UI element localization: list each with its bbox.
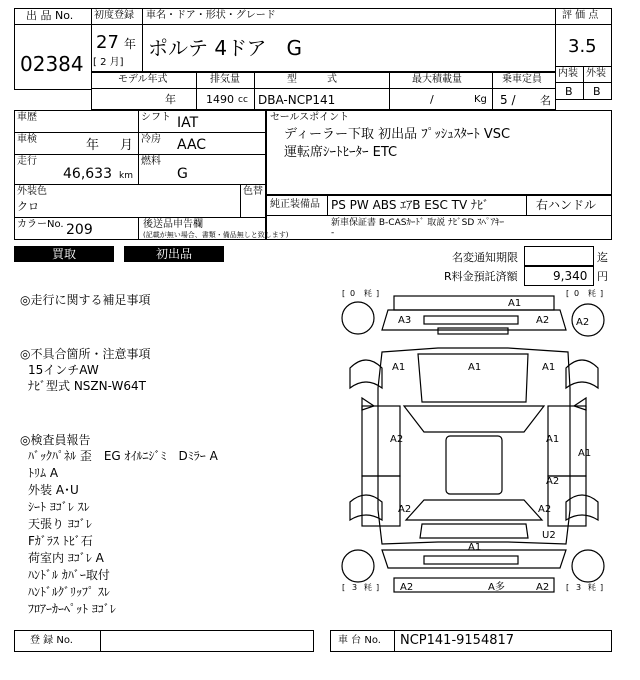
displacement-label: 排気量: [210, 74, 240, 85]
svg-text:]: ]: [600, 289, 604, 298]
inspector-item: ﾊﾝﾄﾞﾙ ｶﾊﾞｰ取付: [28, 568, 110, 582]
ac-label: 冷房: [141, 134, 161, 145]
first-reg-month: [ 2 月]: [93, 57, 124, 68]
fuel-label: 燃料: [141, 156, 161, 167]
capacity-value: 5 /: [500, 93, 516, 107]
tire-rr-depth: 3: [576, 583, 582, 592]
tire-fl-depth: 0: [350, 289, 356, 298]
code-right-front-door: A1: [546, 434, 560, 445]
inspector-item: Fｶﾞﾗｽ ﾄﾋﾞ石: [28, 534, 93, 548]
sales-points-line1: ディーラー下取 初出品 ﾌﾟｯｼｭｽﾀｰﾄ VSC: [284, 127, 511, 142]
tire-rear-right-icon: [572, 550, 604, 582]
documents-line2: -: [331, 228, 335, 238]
code-right-quarter: U2: [542, 530, 556, 541]
exterior-color-value: クロ: [17, 200, 39, 213]
code-right-rear-door: A2: [546, 476, 560, 487]
color-code-label: 色替: [243, 186, 263, 197]
exterior-grade: B: [593, 85, 601, 98]
code-rear-bumper-center: A多: [488, 582, 505, 593]
mileage-value: 46,633: [63, 166, 112, 182]
interior-label: 内装: [558, 68, 578, 79]
first-reg-year: 27: [96, 32, 119, 53]
chassis-label: 車 台 No.: [338, 635, 381, 646]
lot-number: 02384: [20, 52, 84, 76]
tire-fl-bracket: [: [342, 289, 346, 298]
aftermarket-note: (記載が無い場合、書類・備品無しと致します): [143, 231, 289, 239]
code-right-fender: A1: [542, 362, 556, 373]
code-hood: A1: [468, 362, 482, 373]
exterior-label: 外装: [586, 68, 606, 79]
code-left-front-door: A2: [390, 434, 404, 445]
model-year-label: モデル年式: [118, 74, 168, 85]
fuel-value: G: [177, 166, 188, 182]
history-label: 車歴: [17, 112, 37, 123]
type-label: 型 式: [287, 74, 337, 85]
displacement-value: 1490: [206, 93, 234, 106]
code-front-right-corner: A2: [536, 315, 550, 326]
mileage-unit: km: [119, 171, 133, 181]
tire-rear-left-icon: [342, 550, 374, 582]
svg-text:[: [: [342, 583, 346, 592]
inspector-item: ﾄﾘﾑ A: [28, 466, 59, 480]
shift-value: IAT: [177, 115, 199, 131]
max-load-sep: /: [430, 93, 434, 106]
chassis-value: NCP141-9154817: [400, 633, 515, 648]
defect-item: 15インチAW: [28, 363, 99, 377]
front-bumper-outline: [394, 296, 554, 310]
defect-item: ﾅﾋﾞ型式 NSZN-W64T: [28, 379, 146, 393]
first-reg-label: 初度登録: [94, 10, 134, 21]
capacity-label: 乗車定員: [502, 74, 542, 85]
model-value: ポルテ 4ドア G: [148, 36, 302, 60]
change-notice-field: [524, 246, 594, 266]
lot-label: 出 品 No.: [26, 9, 74, 22]
max-load-unit: Kg: [474, 94, 487, 105]
defects-list: [28, 362, 308, 394]
recycle-value: 9,340: [553, 269, 588, 283]
rating-value: 3.5: [568, 36, 597, 57]
svg-text:]: ]: [600, 583, 604, 592]
roof-outline: [446, 436, 502, 494]
code-left-rear-door: A2: [398, 504, 412, 515]
code-front-bumper: A1: [508, 298, 522, 309]
type-value: DBA-NCP141: [258, 93, 336, 107]
exterior-color-label: 外装色: [17, 186, 47, 197]
tire-rl-depth: 3: [352, 583, 358, 592]
inspector-list: [28, 448, 328, 618]
code-rear-bumper-left: A2: [400, 582, 414, 593]
code-right-pillar: A1: [578, 448, 592, 459]
change-notice-label: 名変通知期限: [452, 251, 518, 264]
sales-points-line2: 運転席ｼｰﾄﾋｰﾀｰ ETC: [284, 145, 398, 160]
recycle-unit: 円: [597, 270, 608, 283]
change-notice-suffix: 迄: [597, 251, 608, 264]
right-mirror-icon: [574, 398, 586, 410]
registration-label: 登 録 No.: [30, 635, 73, 646]
inspection-label: 車検: [17, 134, 37, 145]
equipment-value: PS PW ABS ｴｱB ESC TV ﾅﾋﾞ: [331, 198, 490, 212]
tire-rr-unit: 粍: [588, 583, 596, 592]
code-front-left-corner: A3: [398, 315, 412, 326]
inspector-item: 外装 A･U: [28, 483, 79, 497]
tire-fr-unit: 粍: [588, 289, 596, 298]
first-listing-badge: 初出品: [124, 246, 224, 262]
inspector-item: ｼｰﾄ ﾖｺﾞﾚ ｽﾚ: [28, 500, 90, 514]
car-damage-diagram: [338, 288, 614, 600]
recycle-label: R料金預託済額: [444, 270, 518, 283]
model-year-unit: 年: [165, 93, 176, 106]
inspector-item: 天張り ﾖｺﾞﾚ: [28, 517, 92, 531]
capacity-unit: 名: [540, 94, 551, 107]
defects-heading: ◎不具合箇所・注意事項: [20, 347, 151, 361]
ac-value: AAC: [177, 137, 207, 153]
max-load-label: 最大積載量: [412, 74, 462, 85]
rating-label: 評 価 点: [562, 10, 599, 21]
color-no-value: 209: [66, 222, 93, 238]
aftermarket-label: 後送品申告欄: [143, 219, 203, 230]
first-reg-year-unit: 年: [124, 37, 137, 51]
svg-text:]: ]: [376, 583, 380, 592]
code-right-rear-door-lower: A2: [538, 504, 552, 515]
inspection-month: 月: [120, 138, 134, 153]
tire-fr-depth: 0: [574, 289, 580, 298]
sales-points-label: セールスポイント: [270, 112, 350, 123]
purchase-badge: 買取: [14, 246, 114, 262]
inspector-heading: ◎検査員報告: [20, 433, 91, 447]
color-no-label: カラーNo.: [17, 219, 64, 230]
left-mirror-icon: [362, 398, 374, 410]
tire-fl-unit: 粍: [364, 289, 372, 298]
equipment-label: 純正装備品: [270, 199, 320, 210]
code-rear-bumper-right: A2: [536, 582, 550, 593]
svg-text:]: ]: [376, 289, 380, 298]
svg-text:[: [: [566, 289, 570, 298]
tire-front-left-icon: [342, 302, 374, 334]
shift-label: シフト: [141, 112, 171, 123]
inspector-item: ﾊﾞｯｸﾊﾟﾈﾙ 歪 EG ｵｲﾙﾆｼﾞﾐ Dﾐﾗｰ A: [28, 449, 218, 463]
code-left-fender: A1: [392, 362, 406, 373]
rear-bumper-outline: [394, 578, 554, 592]
tire-rl-unit: 粍: [364, 583, 372, 592]
displacement-unit: cc: [238, 95, 248, 105]
inspection-year: 年: [86, 138, 100, 153]
driving-notes-heading: ◎走行に関する補足事項: [20, 293, 151, 307]
documents-line1: 新車保証書 B-CASｶｰﾄﾞ 取説 ﾅﾋﾞSD ｽﾍﾟｱｷｰ: [331, 218, 505, 228]
code-right-wheel-front: A2: [576, 317, 590, 328]
inspector-item: ﾌﾛｱｰｶｰﾍﾟｯﾄ ﾖｺﾞﾚ: [28, 602, 116, 616]
model-label: 車名・ドア・形状・グレード: [146, 10, 276, 21]
svg-text:[: [: [566, 583, 570, 592]
mileage-label: 走行: [17, 156, 37, 167]
interior-grade: B: [565, 85, 573, 98]
trunk-outline: [420, 524, 528, 538]
inspector-item: 荷室内 ﾖｺﾞﾚ A: [28, 551, 104, 565]
code-trunk: A1: [468, 542, 482, 553]
handle-value: 右ハンドル: [536, 198, 597, 212]
inspector-item: ﾊﾝﾄﾞﾙｸﾞﾘｯﾌﾟ ｽﾚ: [28, 585, 110, 599]
